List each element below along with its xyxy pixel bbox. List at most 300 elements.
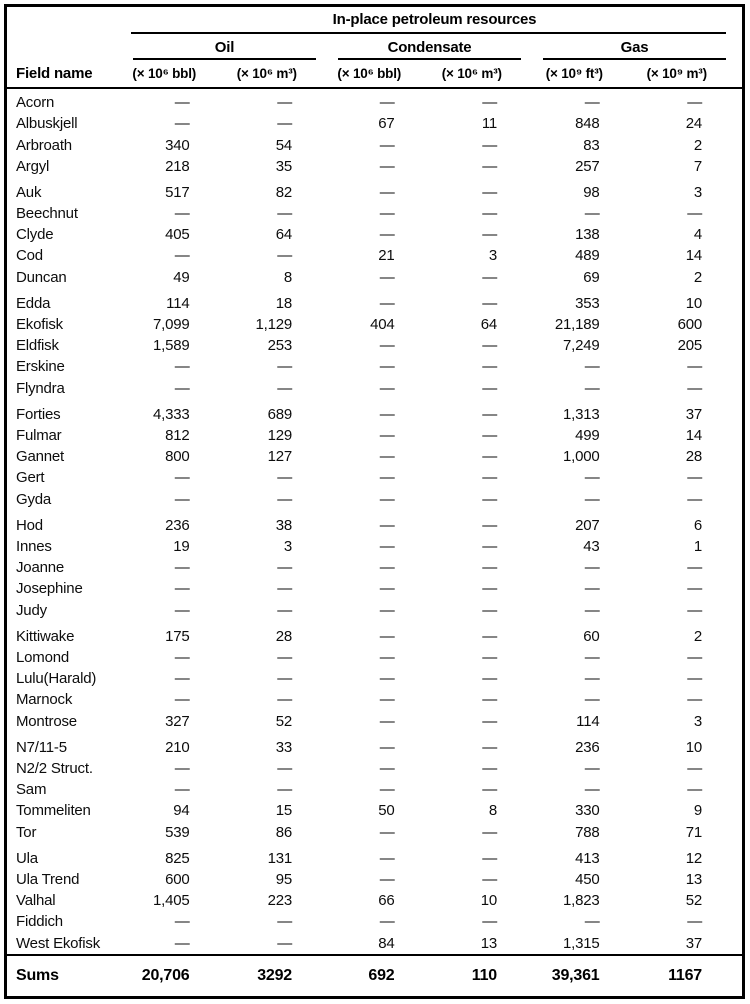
value-cell: — (277, 913, 292, 931)
value-cell: — (379, 691, 395, 709)
value-cell: 8 (488, 802, 497, 820)
value-cell: — (482, 516, 497, 534)
value-cell: — (584, 379, 600, 397)
value-cell: — (482, 601, 497, 619)
value-cell: 210 (165, 738, 190, 756)
field-name-cell: Fiddich (16, 913, 63, 931)
sums-value-cell: 20,706 (127, 955, 230, 996)
value-cell: — (174, 601, 190, 619)
title-cell (127, 7, 742, 34)
field-name-cell: Tommeliten (16, 802, 91, 820)
field-name-cell: Forties (16, 405, 61, 423)
sums-row (7, 955, 742, 996)
field-name-cell: Sam (16, 781, 47, 799)
value-cell: — (379, 448, 395, 466)
value-cell: 2 (693, 136, 702, 154)
table-row (7, 510, 742, 536)
value-cell: 788 (575, 823, 600, 841)
value-cell: — (482, 94, 497, 112)
table-header (7, 7, 742, 88)
value-cell: — (174, 247, 190, 265)
value-cell: 86 (275, 823, 292, 841)
group-cell-oil (127, 34, 332, 60)
field-name-cell: Auk (16, 183, 42, 201)
field-name-cell: Montrose (16, 712, 77, 730)
table-row (7, 467, 742, 488)
value-cell: — (277, 559, 292, 577)
value-cell: 15 (275, 802, 292, 820)
value-cell: 205 (677, 337, 702, 355)
value-cell: — (482, 157, 497, 175)
value-cell: — (174, 490, 190, 508)
value-cell: — (584, 358, 600, 376)
value-cell: — (277, 379, 292, 397)
table-row (7, 621, 742, 647)
value-cell: — (174, 205, 190, 223)
value-cell: 8 (283, 268, 292, 286)
value-cell: 253 (267, 337, 292, 355)
value-cell: 489 (575, 247, 600, 265)
value-cell: 19 (173, 538, 190, 556)
group-cell-condensate (332, 34, 537, 60)
value-cell: 1,589 (152, 337, 190, 355)
value-cell: — (174, 94, 190, 112)
value-cell: — (482, 405, 497, 423)
value-cell: 223 (267, 892, 292, 910)
value-cell: 7,249 (562, 337, 600, 355)
value-cell: — (482, 205, 497, 223)
value-cell: 812 (165, 427, 190, 445)
field-name-cell: Acorn (16, 94, 55, 112)
value-cell: — (584, 670, 600, 688)
table-body (7, 88, 742, 955)
value-cell: — (174, 115, 190, 133)
value-cell: 340 (165, 136, 190, 154)
value-cell: — (687, 94, 702, 112)
value-cell: — (482, 627, 497, 645)
value-cell: — (174, 469, 190, 487)
value-cell: — (482, 580, 497, 598)
table-row (7, 689, 742, 710)
value-cell: — (379, 601, 395, 619)
value-cell: — (687, 379, 702, 397)
value-cell: — (482, 337, 497, 355)
value-cell: — (584, 490, 600, 508)
table-row (7, 203, 742, 224)
value-cell: 43 (583, 538, 600, 556)
table-row (7, 314, 742, 335)
sums-value-cell: 39,361 (537, 955, 640, 996)
value-cell: 21 (378, 247, 395, 265)
field-name-cell: Gert (16, 469, 45, 487)
value-cell: — (687, 490, 702, 508)
value-cell: 4,333 (152, 405, 190, 423)
value-cell: — (584, 559, 600, 577)
value-cell: — (379, 871, 395, 889)
field-name-cell: Arbroath (16, 136, 72, 154)
value-cell: — (277, 580, 292, 598)
table-row (7, 890, 742, 911)
field-name-cell: Innes (16, 538, 52, 556)
value-cell: 82 (275, 183, 292, 201)
value-cell: 1,129 (255, 316, 292, 334)
value-cell: — (379, 205, 395, 223)
value-cell: 54 (275, 136, 292, 154)
value-cell: — (379, 136, 395, 154)
value-cell: — (482, 712, 497, 730)
value-cell: — (379, 337, 395, 355)
field-name-cell: Ekofisk (16, 316, 63, 334)
value-cell: 2 (693, 627, 702, 645)
value-cell: — (482, 913, 497, 931)
value-cell: 10 (685, 738, 702, 756)
value-cell: — (584, 760, 600, 778)
value-cell: 13 (685, 871, 702, 889)
value-cell: 1 (693, 538, 702, 556)
value-cell: — (174, 691, 190, 709)
petroleum-resources-table (7, 7, 742, 996)
value-cell: — (379, 226, 395, 244)
value-cell: 330 (575, 802, 600, 820)
value-cell: — (379, 358, 395, 376)
value-cell: 95 (275, 871, 292, 889)
value-cell: 114 (576, 712, 600, 730)
value-cell: 64 (275, 226, 292, 244)
field-name-cell: Judy (16, 601, 47, 619)
value-cell: — (277, 691, 292, 709)
table-row (7, 843, 742, 869)
value-cell: 175 (165, 627, 190, 645)
value-cell: — (687, 760, 702, 778)
value-cell: — (687, 580, 702, 598)
field-name-cell: Joanne (16, 559, 65, 577)
value-cell: — (482, 136, 497, 154)
value-cell: 413 (575, 849, 600, 867)
units-header-row (7, 60, 742, 88)
field-name-cell: Lomond (16, 649, 70, 667)
unit-condensate-bbl: (× 10⁶ bbl) (332, 60, 435, 88)
table-row (7, 600, 742, 621)
field-name-cell: Argyl (16, 157, 50, 175)
value-cell: — (482, 760, 497, 778)
title-row (7, 7, 742, 34)
field-name-cell: Flyndra (16, 379, 65, 397)
header-corner-cell (7, 7, 127, 34)
value-cell: 600 (677, 316, 702, 334)
sums-value-cell: 1167 (640, 955, 743, 996)
value-cell: 35 (275, 157, 292, 175)
field-name-cell: N2/2 Struct. (16, 760, 93, 778)
value-cell: 60 (583, 627, 600, 645)
value-cell: — (174, 670, 190, 688)
field-name-cell: Hod (16, 516, 43, 534)
value-cell: 2 (693, 268, 702, 286)
value-cell: 600 (165, 871, 190, 889)
value-cell: 66 (378, 892, 395, 910)
value-cell: — (379, 294, 395, 312)
group-label-oil: Oil (133, 37, 316, 60)
table-row (7, 335, 742, 356)
value-cell: 689 (267, 405, 292, 423)
value-cell: 327 (165, 712, 190, 730)
sums-value-cell: 692 (332, 955, 435, 996)
field-name-cell: Ula Trend (16, 871, 80, 889)
table-row (7, 557, 742, 578)
table-row (7, 578, 742, 599)
field-name-cell: Albuskjell (16, 115, 78, 133)
value-cell: — (482, 226, 497, 244)
value-cell: — (379, 490, 395, 508)
value-cell: — (174, 913, 190, 931)
value-cell: — (482, 294, 497, 312)
value-cell: — (277, 205, 292, 223)
unit-oil-m3: (× 10⁶ m³) (230, 60, 333, 88)
value-cell: 7,099 (152, 316, 190, 334)
field-name-cell: Marnock (16, 691, 73, 709)
value-cell: — (482, 649, 497, 667)
value-cell: 3 (488, 247, 497, 265)
table-row (7, 536, 742, 557)
value-cell: 37 (685, 934, 702, 952)
field-name-header: Field name (7, 60, 127, 88)
table-row (7, 647, 742, 668)
value-cell: — (482, 823, 497, 841)
table-row (7, 134, 742, 155)
value-cell: 24 (685, 115, 702, 133)
value-cell: — (584, 469, 600, 487)
value-cell: 4 (693, 226, 702, 244)
table-row (7, 711, 742, 732)
value-cell: 218 (165, 157, 190, 175)
value-cell: — (482, 427, 497, 445)
value-cell: — (687, 205, 702, 223)
value-cell: — (379, 94, 395, 112)
table-row (7, 822, 742, 843)
value-cell: — (379, 516, 395, 534)
value-cell: — (174, 358, 190, 376)
value-cell: — (379, 183, 395, 201)
value-cell: 10 (685, 294, 702, 312)
value-cell: — (482, 559, 497, 577)
value-cell: 37 (685, 405, 702, 423)
table-row (7, 911, 742, 932)
value-cell: 848 (575, 115, 600, 133)
group-label-condensate: Condensate (338, 37, 521, 60)
value-cell: 1,405 (152, 892, 190, 910)
value-cell: — (379, 649, 395, 667)
value-cell: 405 (165, 226, 190, 244)
table-row (7, 425, 742, 446)
value-cell: — (277, 760, 292, 778)
table-row (7, 156, 742, 177)
field-name-cell: Clyde (16, 226, 54, 244)
value-cell: — (174, 559, 190, 577)
value-cell: 38 (275, 516, 292, 534)
value-cell: 69 (583, 268, 600, 286)
field-name-cell: Fulmar (16, 427, 62, 445)
table-row (7, 399, 742, 425)
value-cell: — (379, 427, 395, 445)
value-cell: — (277, 358, 292, 376)
value-cell: — (482, 379, 497, 397)
value-cell: 131 (267, 849, 292, 867)
value-cell: — (379, 559, 395, 577)
sums-value-cell: 3292 (230, 955, 333, 996)
value-cell: 49 (173, 268, 190, 286)
value-cell: 33 (275, 738, 292, 756)
table-row (7, 758, 742, 779)
value-cell: — (174, 649, 190, 667)
value-cell: — (379, 781, 395, 799)
value-cell: — (277, 469, 292, 487)
table-row (7, 113, 742, 134)
value-cell: — (482, 358, 497, 376)
value-cell: 28 (275, 627, 292, 645)
value-cell: 1,315 (562, 934, 600, 952)
table-frame (4, 4, 745, 999)
value-cell: 11 (481, 115, 497, 133)
value-cell: — (277, 649, 292, 667)
value-cell: — (482, 469, 497, 487)
value-cell: — (687, 358, 702, 376)
value-cell: 236 (165, 516, 190, 534)
value-cell: — (482, 670, 497, 688)
field-name-cell: Kittiwake (16, 627, 75, 645)
field-name-cell: Duncan (16, 268, 67, 286)
value-cell: 71 (685, 823, 702, 841)
value-cell: 800 (165, 448, 190, 466)
field-name-cell: Erskine (16, 358, 65, 376)
value-cell: — (482, 738, 497, 756)
value-cell: 98 (583, 183, 600, 201)
value-cell: — (277, 94, 292, 112)
value-cell: — (687, 781, 702, 799)
value-cell: 18 (275, 294, 292, 312)
value-cell: 7 (693, 157, 702, 175)
value-cell: 539 (165, 823, 190, 841)
value-cell: — (482, 871, 497, 889)
value-cell: — (482, 490, 497, 508)
value-cell: — (687, 601, 702, 619)
field-name-cell: Valhal (16, 892, 56, 910)
value-cell: — (584, 205, 600, 223)
value-cell: 28 (685, 448, 702, 466)
value-cell: — (277, 115, 292, 133)
table-row (7, 932, 742, 955)
value-cell: — (277, 670, 292, 688)
value-cell: 9 (693, 802, 702, 820)
value-cell: — (379, 670, 395, 688)
group-cell-gas (537, 34, 742, 60)
value-cell: 6 (693, 516, 702, 534)
value-cell: — (379, 405, 395, 423)
table-row (7, 869, 742, 890)
value-cell: — (277, 934, 292, 952)
value-cell: — (584, 94, 600, 112)
value-cell: — (379, 379, 395, 397)
value-cell: 67 (378, 115, 395, 133)
table-row (7, 800, 742, 821)
value-cell: 3 (283, 538, 292, 556)
value-cell: — (482, 538, 497, 556)
value-cell: — (379, 268, 395, 286)
table-row (7, 288, 742, 314)
value-cell: — (482, 183, 497, 201)
value-cell: — (482, 448, 497, 466)
table-row (7, 356, 742, 377)
value-cell: — (687, 691, 702, 709)
value-cell: — (482, 781, 497, 799)
group-label-gas: Gas (543, 37, 726, 60)
value-cell: 114 (166, 294, 190, 312)
value-cell: — (174, 379, 190, 397)
value-cell: 12 (685, 849, 702, 867)
value-cell: 207 (575, 516, 600, 534)
group-header-row (7, 34, 742, 60)
field-name-cell: Cod (16, 247, 43, 265)
value-cell: 1,000 (562, 448, 600, 466)
value-cell: 129 (267, 427, 292, 445)
value-cell: 517 (165, 183, 190, 201)
table-row (7, 224, 742, 245)
table-row (7, 446, 742, 467)
value-cell: — (174, 781, 190, 799)
table-title: In-place petroleum resources (332, 11, 537, 28)
value-cell: — (687, 559, 702, 577)
table-row (7, 668, 742, 689)
value-cell: 499 (575, 427, 600, 445)
value-cell: 1,823 (562, 892, 600, 910)
value-cell: — (379, 760, 395, 778)
value-cell: 13 (480, 934, 497, 952)
field-name-cell: Ula (16, 849, 38, 867)
table-row (7, 378, 742, 399)
value-cell: — (482, 691, 497, 709)
value-cell: — (482, 268, 497, 286)
value-cell: — (687, 649, 702, 667)
value-cell: 236 (575, 738, 600, 756)
field-name-cell: Eldfisk (16, 337, 59, 355)
value-cell: — (687, 670, 702, 688)
value-cell: 3 (693, 712, 702, 730)
unit-condensate-m3: (× 10⁶ m³) (435, 60, 538, 88)
field-name-cell: Tor (16, 823, 37, 841)
value-cell: — (687, 913, 702, 931)
table-row (7, 177, 742, 203)
value-cell: — (174, 760, 190, 778)
table-row (7, 732, 742, 758)
value-cell: 52 (685, 892, 702, 910)
value-cell: 10 (480, 892, 497, 910)
table-row (7, 489, 742, 510)
value-cell: 50 (378, 802, 395, 820)
value-cell: — (277, 490, 292, 508)
value-cell: 84 (378, 934, 395, 952)
value-cell: — (379, 157, 395, 175)
value-cell: 257 (575, 157, 600, 175)
field-name-cell: West Ekofisk (16, 934, 101, 952)
value-cell: — (277, 781, 292, 799)
value-cell: — (584, 580, 600, 598)
sums-label: Sums (7, 955, 127, 996)
sums-value-cell: 110 (435, 955, 538, 996)
value-cell: 127 (267, 448, 292, 466)
table-footer (7, 955, 742, 996)
unit-gas-m3: (× 10⁹ m³) (640, 60, 743, 88)
value-cell: 404 (370, 316, 395, 334)
field-name-cell: Edda (16, 294, 51, 312)
field-name-cell: Josephine (16, 580, 83, 598)
